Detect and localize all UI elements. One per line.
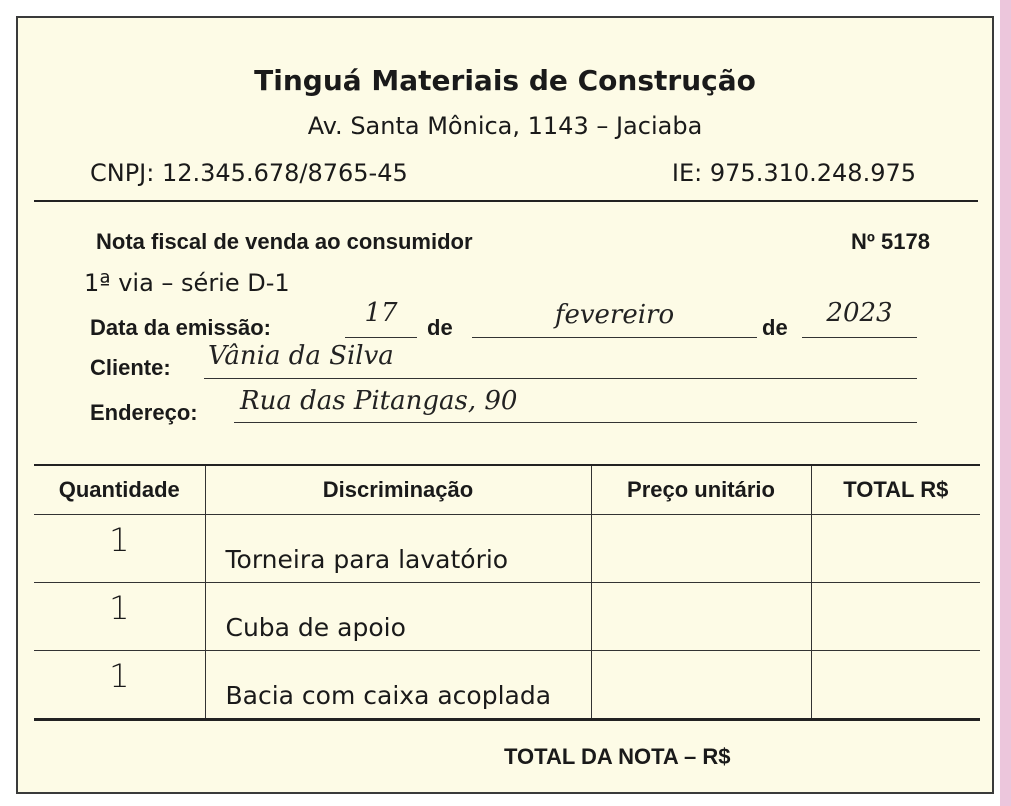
invoice-document [16,16,994,794]
date-year-line [802,337,917,338]
qty-value: 1 [109,589,130,627]
header-unit-price: Preço unitário [591,465,811,515]
invoice-number: Nº 5178 [851,229,930,254]
table-row [34,651,980,720]
date-year-value: 2023 [826,298,893,328]
address-line [234,422,917,423]
total-cell [811,583,980,651]
header-description: Discriminação [205,465,591,515]
date-de-label-1: de [427,315,453,340]
date-month-line [472,337,757,338]
unit-price-cell [591,651,811,720]
qty-value: 1 [109,657,130,695]
total-cell [811,651,980,720]
date-day-line [345,337,417,338]
qty-cell [34,651,205,720]
qty-value: 1 [109,521,130,559]
header-divider [34,200,978,202]
date-label: Data da emissão: [90,315,271,340]
address-label: Endereço: [90,400,198,425]
company-cnpj: CNPJ: 12.345.678/8765-45 [90,159,408,187]
header-quantity: Quantidade [34,465,205,515]
page-edge-strip [1000,0,1011,806]
header-total: TOTAL R$ [811,465,980,515]
qty-cell [34,515,205,583]
date-de-label-2: de [762,315,788,340]
description-cell [205,515,591,583]
items-table [34,464,980,721]
client-name-value: Vânia da Silva [208,341,394,371]
description-cell [205,651,591,720]
table-header-row [34,465,980,515]
company-name: Tinguá Materiais de Construção [254,64,756,97]
total-cell [811,515,980,583]
qty-cell [34,583,205,651]
invoice-total-label: TOTAL DA NOTA – R$ [504,744,731,769]
description-value: Cuba de apoio [225,613,406,642]
description-value: Torneira para lavatório [225,545,509,574]
table-row [34,583,980,651]
description-value: Bacia com caixa acoplada [225,681,552,710]
unit-price-cell [591,583,811,651]
table-row [34,515,980,583]
invoice-title: Nota fiscal de venda ao consumidor [96,229,473,254]
description-cell [205,583,591,651]
unit-price-cell [591,515,811,583]
invoice-via: 1ª via – série D-1 [84,269,290,297]
client-line [204,378,917,379]
client-label: Cliente: [90,355,171,380]
date-month-value: fevereiro [554,300,675,330]
date-day-value: 17 [364,298,398,328]
company-address: Av. Santa Mônica, 1143 – Jaciaba [307,112,703,140]
company-ie: IE: 975.310.248.975 [671,159,916,187]
client-address-value: Rua das Pitangas, 90 [240,386,518,416]
